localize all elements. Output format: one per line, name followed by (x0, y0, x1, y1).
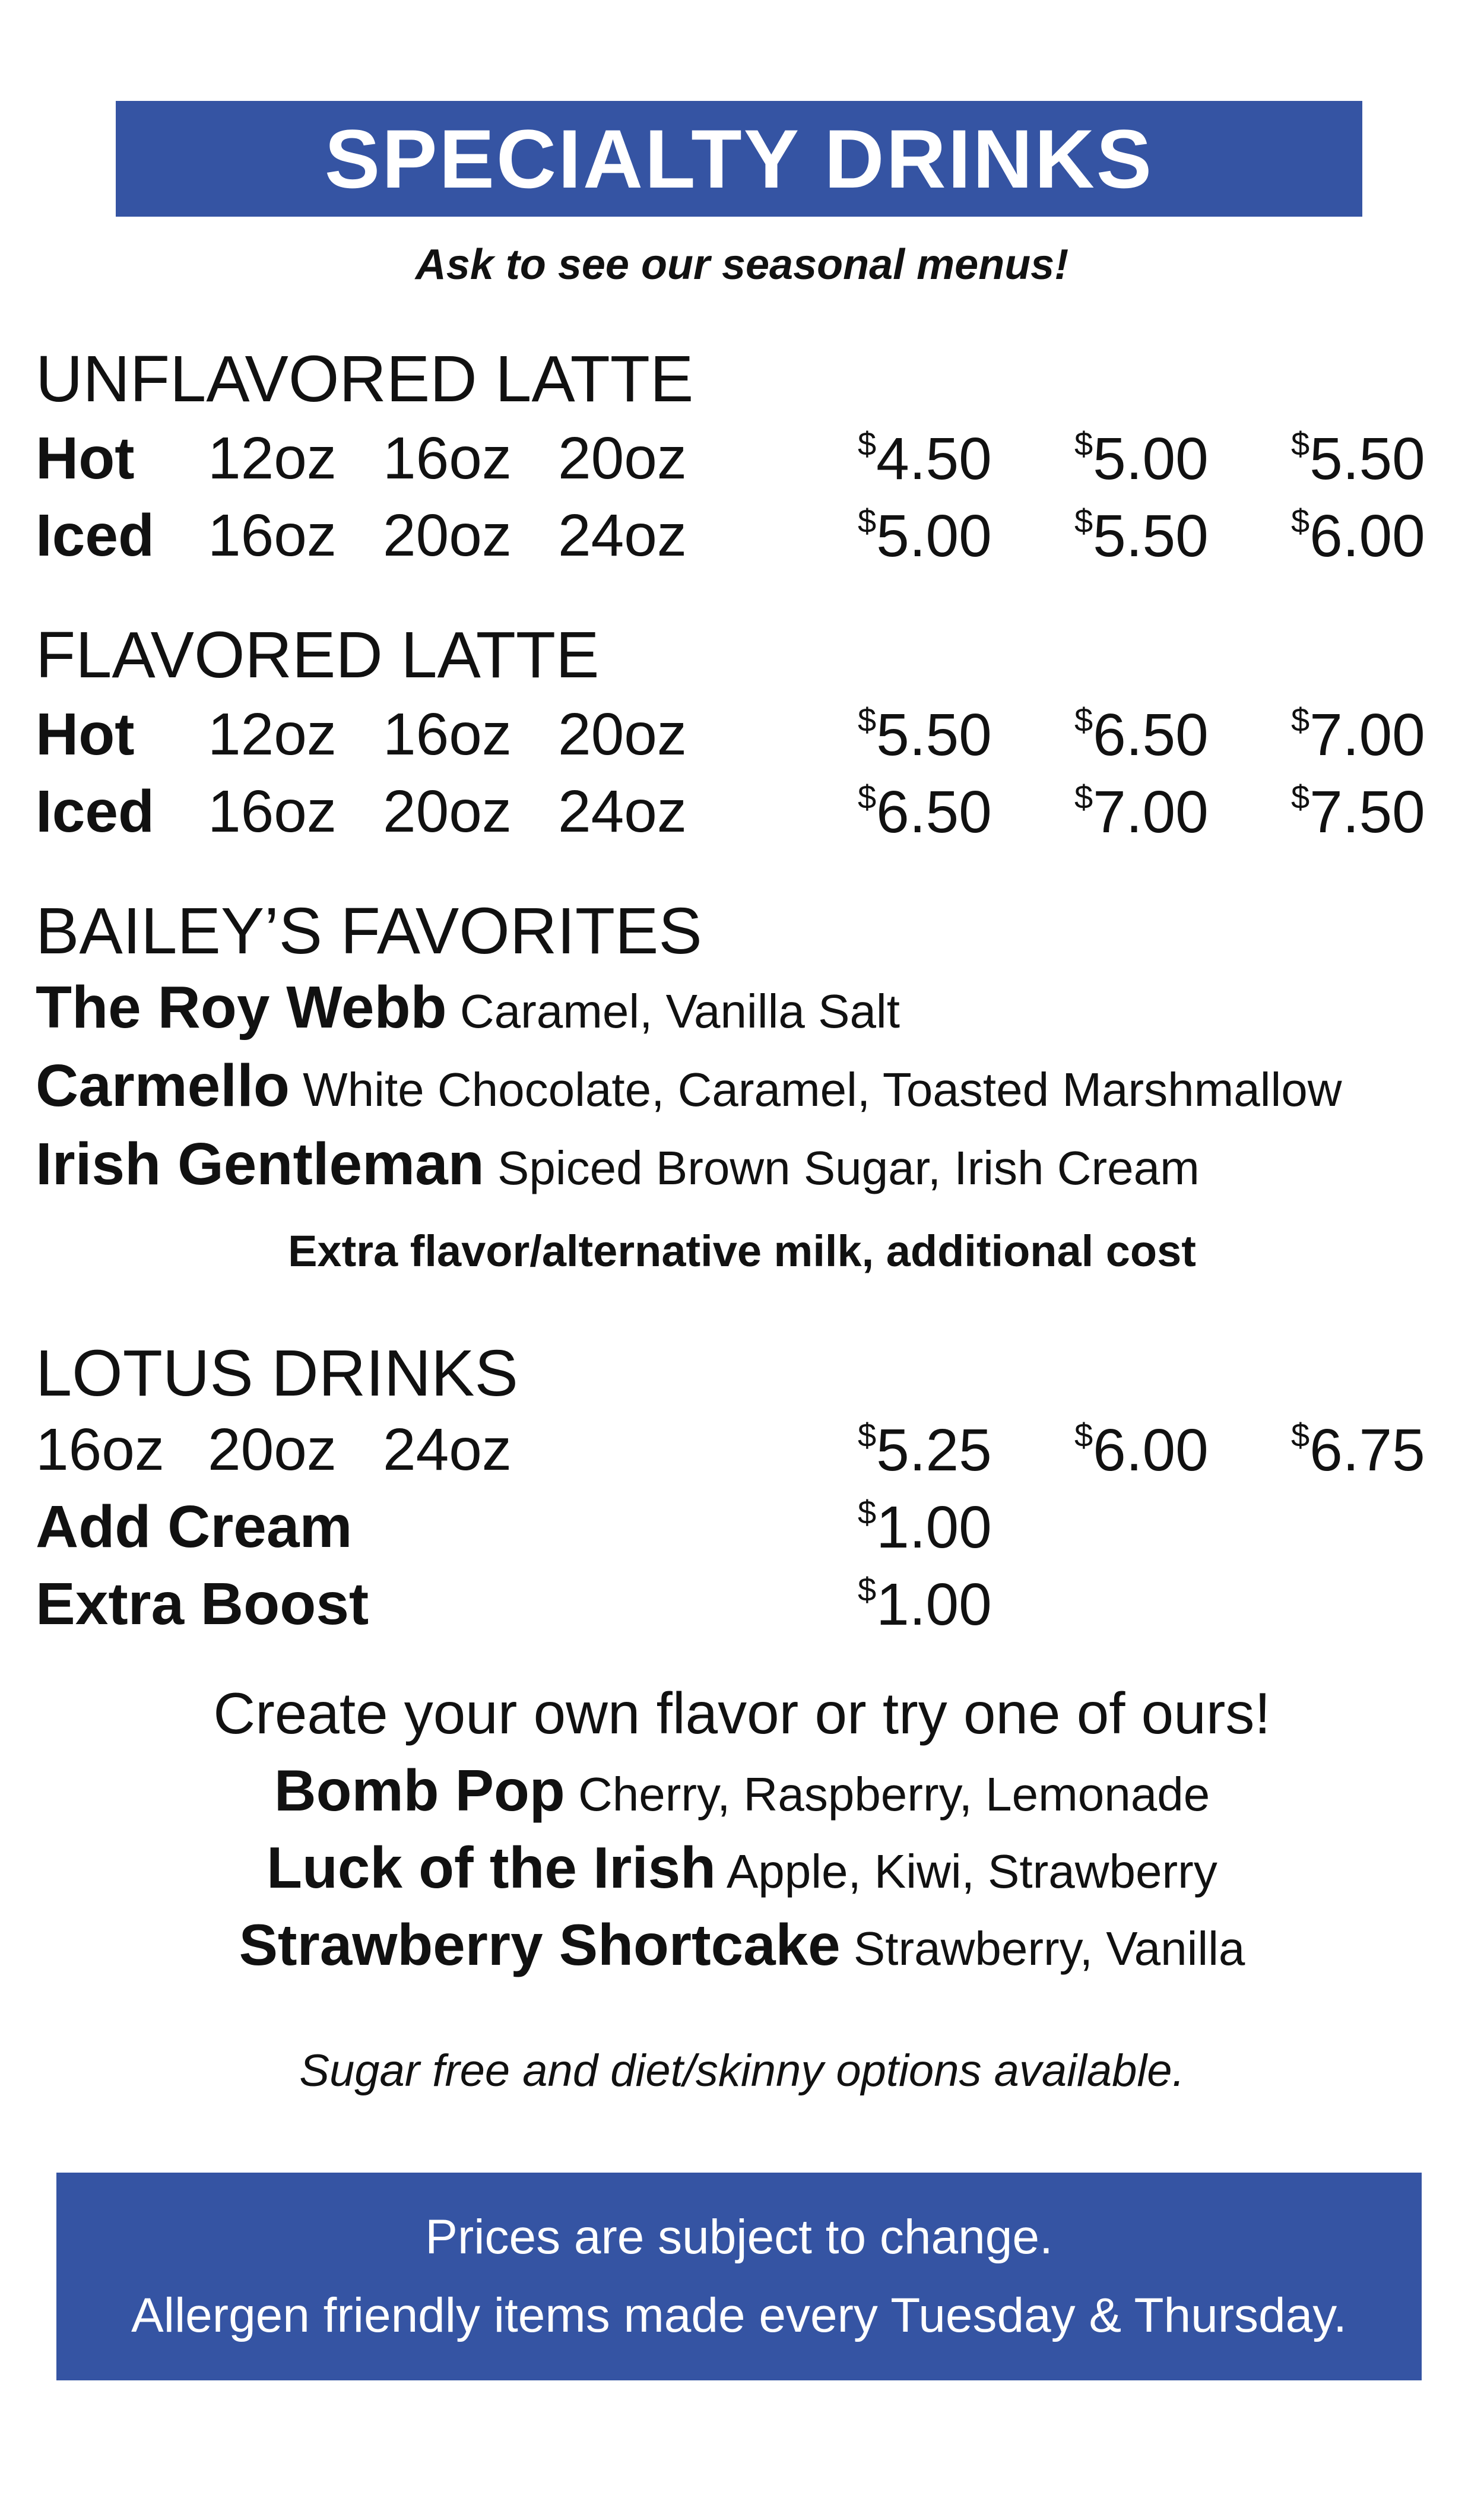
footer-banner (56, 2173, 1422, 2380)
favorite-item (36, 1052, 1342, 1120)
price (858, 502, 992, 570)
drink-description: Spiced Brown Sugar, Irish Cream (497, 1142, 1200, 1194)
drink-name: Luck of the Irish (267, 1835, 716, 1900)
price (1074, 1416, 1209, 1485)
favorite-item (36, 974, 900, 1042)
price-value: 6.00 (1309, 503, 1425, 569)
favorite-item (36, 1130, 1200, 1198)
price (1074, 424, 1209, 493)
size-label: 20oz (558, 425, 687, 492)
price-row (36, 1416, 1460, 1493)
dollar-sign: $ (858, 1416, 877, 1454)
size-label: 20oz (558, 701, 687, 768)
price (1291, 502, 1425, 570)
price-value: 1.00 (876, 1494, 992, 1561)
price-row (36, 700, 1460, 778)
drink-description: White Chocolate, Caramel, Toasted Marshmallow (303, 1063, 1342, 1116)
price-value: 7.00 (1093, 779, 1209, 845)
price-value: 5.50 (1309, 426, 1425, 492)
price-value: 6.00 (1093, 1417, 1209, 1483)
price (1074, 700, 1209, 769)
dollar-sign: $ (858, 502, 877, 540)
extra-cost-note: Extra flavor/alternative milk, additional cost (288, 1226, 1196, 1276)
price (1291, 1416, 1425, 1485)
price (1291, 424, 1425, 493)
addon-row (36, 1493, 1460, 1570)
price-row (36, 778, 1460, 855)
drink-name: Irish Gentleman (36, 1131, 484, 1197)
section-title-lotus-drinks: LOTUS DRINKS (36, 1337, 518, 1410)
allergen-note: Allergen friendly items made every Tuesday & Thursday. (131, 2288, 1347, 2342)
price-value: 4.50 (876, 426, 992, 492)
dollar-sign: $ (1074, 778, 1093, 816)
size-label: 12oz (208, 701, 337, 768)
price (858, 424, 992, 493)
price (1291, 700, 1425, 769)
price (1074, 778, 1209, 846)
addon-label: Add Cream (36, 1494, 353, 1560)
addon-row (36, 1570, 1460, 1647)
size-label: 16oz (383, 701, 512, 768)
dollar-sign: $ (858, 701, 877, 738)
dollar-sign: $ (1074, 502, 1093, 540)
price (858, 778, 992, 846)
dollar-sign: $ (858, 1571, 877, 1608)
section-title-flavored-latte: FLAVORED LATTE (36, 619, 600, 692)
price (858, 1570, 992, 1639)
drink-name: Bomb Pop (274, 1758, 565, 1823)
addon-label: Extra Boost (36, 1571, 369, 1637)
row-label: Hot (36, 701, 135, 768)
sugar-free-note: Sugar free and diet/skinny options available. (299, 2046, 1185, 2096)
row-label: Hot (36, 425, 135, 492)
dollar-sign: $ (858, 1494, 877, 1531)
price-value: 5.50 (876, 702, 992, 768)
price-value: 1.00 (876, 1571, 992, 1638)
price-value: 5.00 (1093, 426, 1209, 492)
dollar-sign: $ (1074, 425, 1093, 462)
dollar-sign: $ (858, 425, 877, 462)
drink-name: Carmello (36, 1052, 290, 1119)
price-value: 6.50 (1093, 702, 1209, 768)
size-label: 24oz (383, 1416, 512, 1483)
dollar-sign: $ (1291, 701, 1310, 738)
row-label: Iced (36, 778, 155, 845)
size-label: 12oz (208, 425, 337, 492)
lotus-flavor-item (0, 1834, 1484, 1901)
dollar-sign: $ (1291, 1416, 1310, 1454)
seasonal-tagline: Ask to see our seasonal menus! (415, 241, 1069, 288)
lotus-flavor-item (0, 1911, 1484, 1979)
size-label: 16oz (208, 778, 337, 845)
drink-name: The Roy Webb (36, 974, 447, 1041)
size-label: 20oz (208, 1416, 337, 1483)
price-value: 6.75 (1309, 1417, 1425, 1483)
size-label: 20oz (383, 778, 512, 845)
price-row (36, 424, 1460, 502)
dollar-sign: $ (1291, 502, 1310, 540)
price (858, 1416, 992, 1485)
price-change-note: Prices are subject to change. (425, 2210, 1053, 2264)
price (858, 1493, 992, 1562)
size-label: 16oz (208, 502, 337, 569)
dollar-sign: $ (1074, 701, 1093, 738)
price-value: 5.00 (876, 503, 992, 569)
dollar-sign: $ (1074, 1416, 1093, 1454)
price-value: 7.50 (1309, 779, 1425, 845)
dollar-sign: $ (858, 778, 877, 816)
price-value: 7.00 (1309, 702, 1425, 768)
size-label: 16oz (383, 425, 512, 492)
dollar-sign: $ (1291, 778, 1310, 816)
size-label: 24oz (558, 502, 687, 569)
dollar-sign: $ (1291, 425, 1310, 462)
drink-description: Caramel, Vanilla Salt (459, 985, 900, 1038)
size-label: 16oz (36, 1416, 164, 1483)
page-title: SPECIALTY DRINKS (324, 112, 1154, 205)
drink-name: Strawberry Shortcake (239, 1912, 841, 1977)
lotus-flavor-item (0, 1757, 1484, 1824)
section-title-baileys-favorites: BAILEY’S FAVORITES (36, 895, 702, 968)
row-label: Iced (36, 502, 155, 569)
drink-description: Apple, Kiwi, Strawberry (726, 1845, 1217, 1898)
price (858, 700, 992, 769)
price-row (36, 502, 1460, 579)
size-label: 20oz (383, 502, 512, 569)
title-banner (116, 101, 1362, 217)
price (1074, 502, 1209, 570)
price (1291, 778, 1425, 846)
drink-description: Cherry, Raspberry, Lemonade (578, 1768, 1210, 1821)
price-value: 5.25 (876, 1417, 992, 1483)
section-title-unflavored-latte: UNFLAVORED LATTE (36, 343, 694, 416)
price-value: 6.50 (876, 779, 992, 845)
price-value: 5.50 (1093, 503, 1209, 569)
create-flavor-intro: Create your own flavor or try one of ours! (213, 1681, 1271, 1746)
size-label: 24oz (558, 778, 687, 845)
drink-description: Strawberry, Vanilla (853, 1922, 1245, 1975)
